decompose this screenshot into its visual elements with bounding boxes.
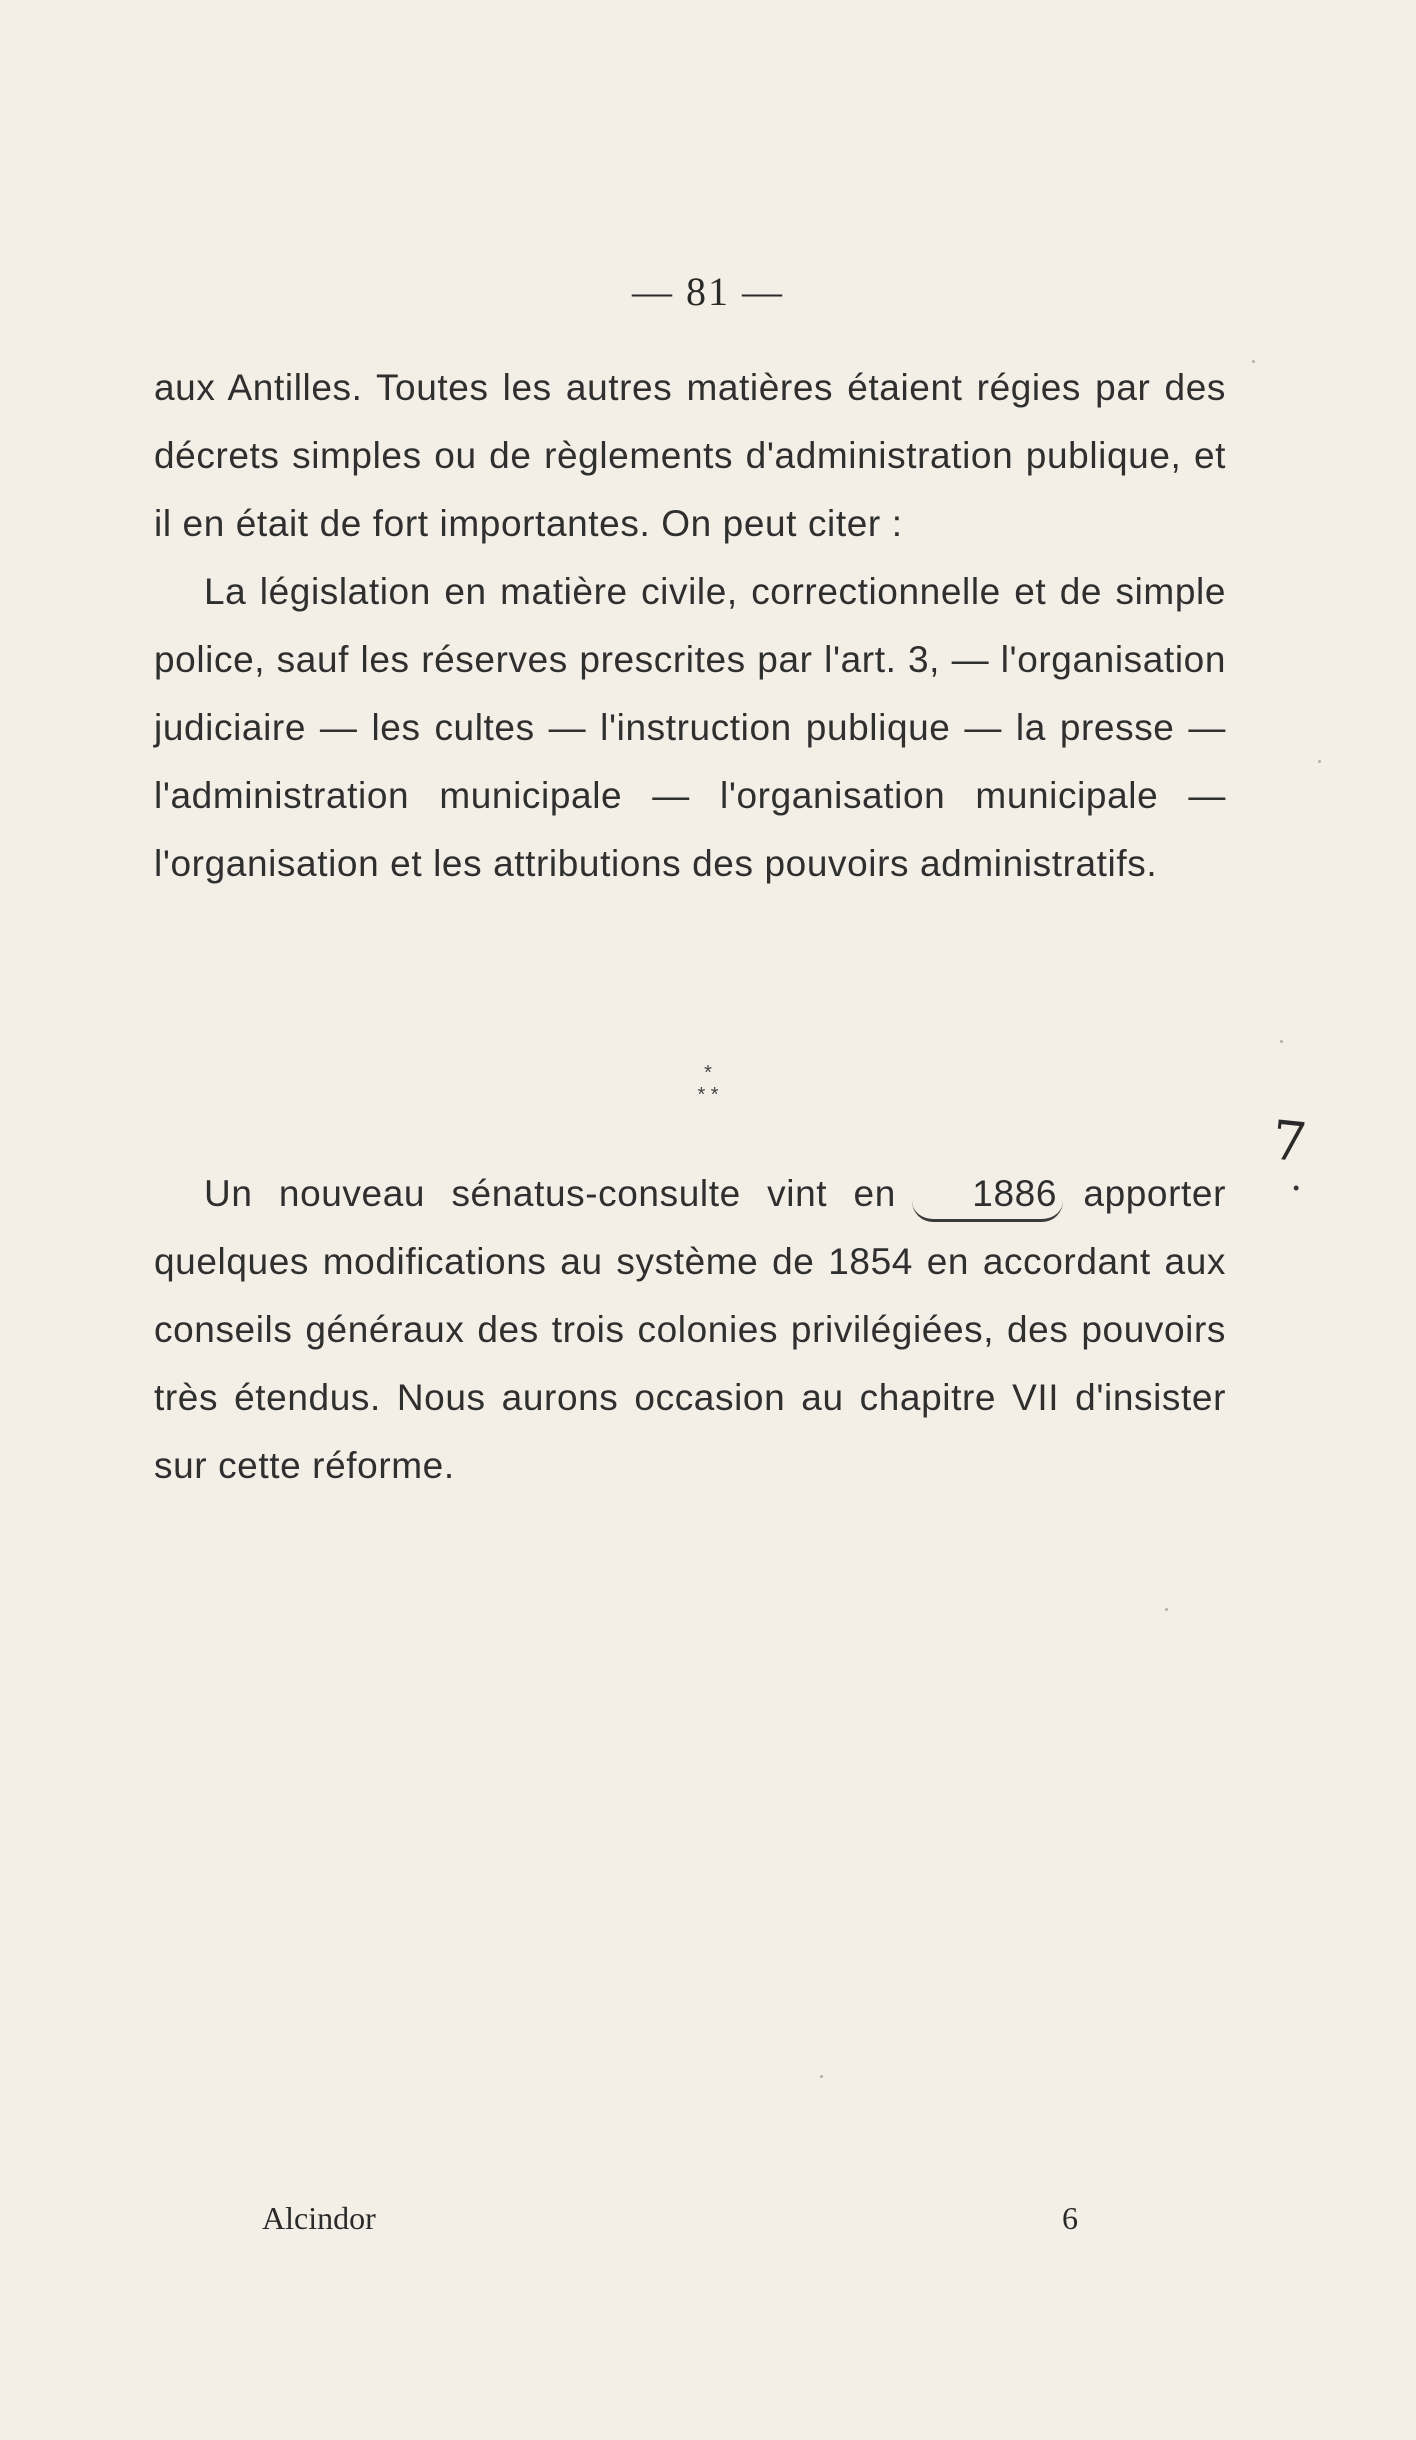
margin-mark: • bbox=[1293, 1178, 1300, 1198]
paper-speck bbox=[1165, 1608, 1168, 1611]
margin-annotation: 7 bbox=[1268, 1108, 1310, 1175]
text-block-upper bbox=[154, 354, 1226, 898]
page-number: — 81 — bbox=[632, 269, 784, 314]
asterism-bottom: * * bbox=[697, 1084, 719, 1106]
paragraph-list: La législation en matière civile, correctionnelle et de simple police, sauf les réserves prescrites par l'art. 3, — l'organisation judiciaire — les cultes — l'instruction publique — la presse — l'administration municipale — l'organisation municipale — l'organisation et les attributions des pouvoirs administratifs. bbox=[154, 571, 1226, 884]
paragraph-senatus-consulte bbox=[154, 1160, 1226, 1500]
asterism-separator bbox=[0, 1062, 1416, 1106]
asterism-top: * bbox=[704, 1062, 712, 1084]
year-handwritten-circle: 1886 bbox=[922, 1160, 1057, 1228]
paragraph-intro: aux Antilles. Toutes les autres matières étaient régies par des décrets simples ou de règlements d'administration publique, et il en était de fort importantes. On peut citer : bbox=[154, 367, 1226, 544]
paper-speck bbox=[820, 2075, 823, 2078]
text-block-lower bbox=[154, 1160, 1226, 1500]
paper-speck bbox=[1252, 360, 1255, 363]
footer-signature-number: 6 bbox=[1062, 2200, 1078, 2236]
footer-author: Alcindor bbox=[262, 2200, 376, 2236]
paper-speck bbox=[1318, 760, 1321, 763]
paragraph-text-after: apporter quelques modifications au système de 1854 en accordant aux conseils généraux des trois colonies privilégiées, des pouvoirs très étendus. Nous aurons occasion au chapitre VII d'insister sur cette réforme. bbox=[154, 1173, 1227, 1486]
paragraph-text-before: Un nouveau sénatus-consulte vint en bbox=[204, 1173, 923, 1214]
paper-speck bbox=[1280, 1040, 1283, 1043]
